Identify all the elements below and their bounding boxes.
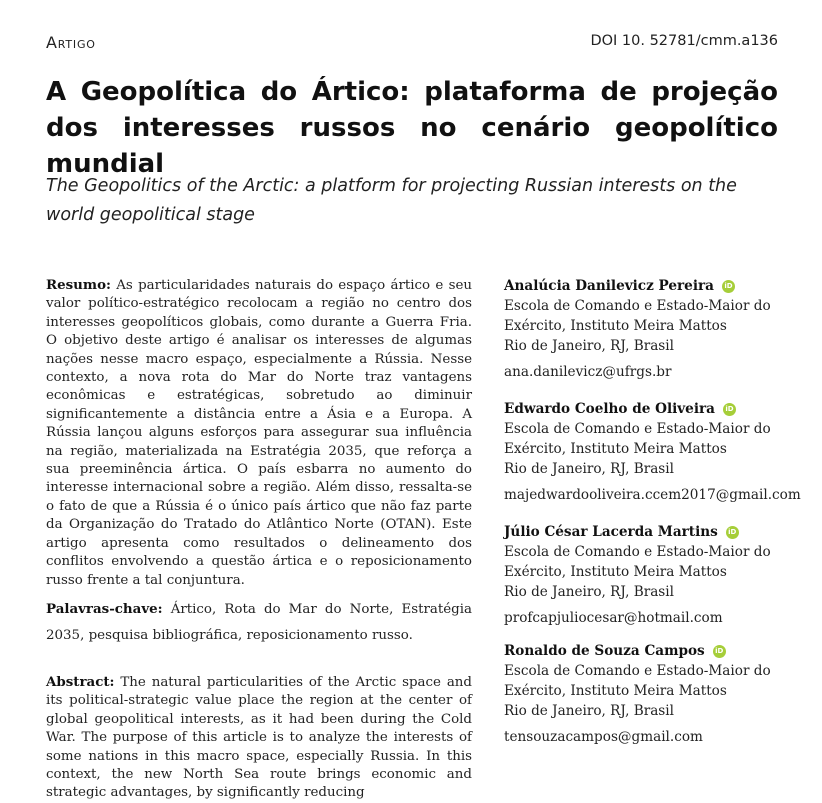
orcid-icon[interactable] [722, 280, 735, 293]
doi-link[interactable]: DOI 10. 52781/cmm.a136 [590, 33, 778, 49]
affiliation-line: Exército, Instituto Meira Mattos [504, 683, 727, 699]
resumo-text: As particularidades naturais do espaço ártico e seu valor político-estratégico recolocam a região no centro dos interesses geopolíticos globais, como durante a Guerra Fria. O objetivo deste artigo é analisar os interesses de algumas nações nesse macro espaço, especialmente a Rússia. Nesse contexto, a nova rota do Mar do Norte traz vantagens econômicas e estratégicas, sobretudo ao diminuir significantemente a distância entre a Ásia e a Europa. A Rússia lançou alguns esforços para assegurar sua influência na região, materializada na Estratégia 2035, que reforça a sua preeminência ártica. O país esbarra no aumento do interesse internacional sobre a região. Além disso, ressalta-se o fato de que a Rússia é o único país ártico que não faz parte da Organização do Tratado do Atlântico Norte (OTAN). Este artigo apresenta como resultados o delineamento dos conflitos envolvendo a questão ártica e o reposicionamento russo frente a tal conjuntura. [46, 278, 472, 588]
abstract-text: The natural particularities of the Arctic space and its political-strategic value place the region at the center of global geopolitical interests, as it had been during the Cold War. The purpose of this article is to analyze the interests of some nations in this macro space, especially Russia. In this context, the new North Sea route brings economic and strategic advantages, by significantly reducing [46, 674, 472, 801]
author-email[interactable]: majedwardooliveira.ccem2017@gmail.com [504, 487, 801, 503]
page-header [46, 30, 778, 52]
affiliation-line: Exército, Instituto Meira Mattos [504, 564, 727, 580]
section-label: Artigo [46, 33, 96, 52]
affiliation-line: Rio de Janeiro, RJ, Brasil [504, 703, 674, 719]
author-block [504, 641, 794, 747]
article-title: A Geopolítica do Ártico: plataforma de projeção dos interesses russos no cenário geopolítico mundial [46, 77, 778, 179]
keywords-label: Palavras-chave: [46, 600, 163, 617]
affiliation-line: Exército, Instituto Meira Mattos [504, 441, 727, 457]
keywords-paragraph [46, 596, 472, 649]
author-block [504, 522, 794, 628]
author-name: Júlio César Lacerda Martins [504, 524, 718, 540]
author-email[interactable]: ana.danilevicz@ufrgs.br [504, 364, 672, 380]
affiliation-line: Rio de Janeiro, RJ, Brasil [504, 584, 674, 600]
resumo-label: Resumo: [46, 277, 111, 293]
abstract-label: Abstract: [46, 673, 115, 690]
author-block [504, 276, 794, 382]
affiliation-line: Escola de Comando e Estado-Maior do [504, 421, 771, 437]
affiliation-line: Exército, Instituto Meira Mattos [504, 318, 727, 334]
orcid-icon[interactable] [726, 526, 739, 539]
author-name: Ronaldo de Souza Campos [504, 643, 705, 659]
orcid-icon[interactable] [713, 645, 726, 658]
resumo-paragraph [46, 276, 472, 590]
keywords-text: Ártico, Rota do Mar do Norte, Estratégia 2035, pesquisa bibliográfica, reposicionamento russo. [46, 601, 472, 643]
author-name: Analúcia Danilevicz Pereira [504, 278, 714, 294]
abstract-column [46, 276, 472, 803]
author-block [504, 399, 801, 505]
affiliation-line: Rio de Janeiro, RJ, Brasil [504, 338, 674, 354]
author-name-row [504, 399, 794, 419]
author-email[interactable]: profcapjuliocesar@hotmail.com [504, 610, 723, 626]
affiliation-line: Escola de Comando e Estado-Maior do [504, 663, 771, 679]
article-subtitle-english: The Geopolitics of the Arctic: a platform for projecting Russian interests on the world geopolitical stage [46, 176, 737, 225]
author-name: Edwardo Coelho de Oliveira [504, 401, 715, 417]
affiliation-line: Rio de Janeiro, RJ, Brasil [504, 461, 674, 477]
author-name-row [504, 641, 794, 661]
author-email[interactable]: tensouzacampos@gmail.com [504, 729, 703, 745]
affiliation-line: Escola de Comando e Estado-Maior do [504, 298, 771, 314]
orcid-icon[interactable] [723, 403, 736, 416]
abstract-paragraph [46, 673, 472, 803]
author-name-row [504, 276, 794, 296]
author-name-row [504, 522, 794, 542]
affiliation-line: Escola de Comando e Estado-Maior do [504, 544, 771, 560]
